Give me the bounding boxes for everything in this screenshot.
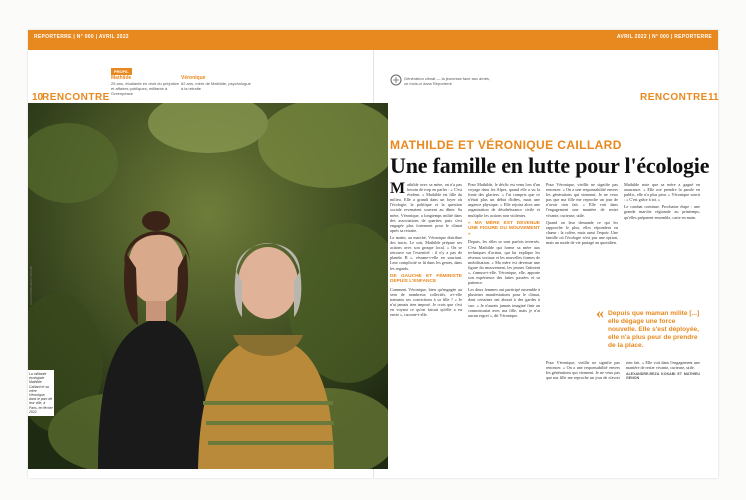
col1-paragraph-1: athilde avec sa mère, on n'a pas besoin de trop en parler : « C'est évident. » Mathilde est fille du milieu. Elle a grandi dans un foyer où l'écologie, la politique et la question sociale revenaient souvent au dîner. Sa mère, Véronique, a longtemps milité dans des associations de quartier, puis s'est engagée plus fortement pour le climat après sa retraite. bbox=[390, 182, 462, 233]
col1-paragraph-3: Comment Véronique, bien qu'engagée au sein de nombreux collectifs, a-t-elle transmis ses convictions à sa fille ? « Je n'ai jamais rien imposé. Je crois que c'est en voyant ce qu'on faisait qu'elle a eu envie », raconte-t-elle. bbox=[390, 286, 462, 318]
article-column-3 bbox=[546, 182, 618, 302]
pull-quote: Depuis que maman milite [...] elle dégage une force nouvelle. Elle s'est déployée, elle n'a plus peur de prendre de la place. bbox=[608, 310, 700, 349]
header-bar bbox=[28, 30, 718, 50]
profile-mathilde bbox=[111, 76, 181, 96]
article-column-bottom bbox=[546, 360, 700, 470]
col1-subheading: DE GAUCHE ET FÉMINISTE DEPUIS L'ENFANCE bbox=[390, 273, 462, 285]
right-section-title: RENCONTRE bbox=[640, 92, 708, 103]
col2-subheading: « MA MÈRE EST DEVENUE UNE FIGURE DU MOUVEMENT » bbox=[468, 220, 540, 237]
logo-text: Génération climat — la jeunesse face aux aînés, ce mois-ci dans Reporterre bbox=[404, 76, 491, 86]
col3-paragraph-1: Pour Véronique, vieillir ne signifie pas renoncer. « On a une responsabilité envers les générations qui viennent. Je ne veux pas que ma fille me reproche un jour de n'avoir rien fait. » Elle voit dans l'engagement une manière de rester vivante, curieuse, utile. bbox=[546, 182, 618, 218]
header-right-text: AVRIL 2022 | N° 000 | REPORTERRE bbox=[616, 34, 712, 40]
profile-veronique-desc: 62 ans, mère de Mathilde, psychologue à la retraite bbox=[181, 81, 251, 91]
dropcap: M bbox=[390, 182, 406, 197]
reporterre-logo-icon bbox=[390, 74, 402, 86]
profile-mathilde-desc: 25 ans, étudiante en droit du préjudice et affaires publiques, militante à Greenpeace bbox=[111, 81, 180, 96]
col3-paragraph-2: Quand on leur demande ce qui les rapproche le plus, elles répondent en chœur : la colère, mais aussi l'espoir. Une famille où l'écologie n'est pas une option, mais un mode de vie partagé au quotidien. bbox=[546, 219, 618, 246]
portrait-photo bbox=[28, 103, 388, 469]
quote-mark-icon: « bbox=[596, 305, 604, 322]
col2-paragraph-2: Depuis, les rôles se sont parfois inversés. C'est Mathilde qui forme sa mère aux techniques d'action, qui lui explique les réseaux sociaux et les nouvelles formes de mobilisation. « Ma mère est devenue une figure du mouvement, les jeunes l'adorent », s'amuse-t-elle. Véronique, elle, apporte son expérience des luttes passées et sa patience. bbox=[468, 239, 540, 286]
col-bottom-paragraph: Pour Véronique, vieillir ne signifie pas renoncer. « On a une responsabilité envers les générations qui viennent. Je ne veux pas que ma fille me reproche un jour de n'avoir rien fait. » Elle voit dans l'engagement une manière de rester vivante, curieuse, utile. bbox=[546, 360, 700, 381]
article-byline: ALEXANDRE-REZA KOKABI ET MATHIEU GENON bbox=[626, 372, 700, 381]
col4-paragraph-1: Mathilde note que sa mère a gagné en assurance. « Elle ose prendre la parole en public, elle n'a plus peur. » Véronique sourit : « C'est grâce à toi. » bbox=[624, 182, 700, 203]
header-left-text: REPORTERRE | N° 000 | AVRIL 2022 bbox=[34, 34, 129, 40]
article-column-4 bbox=[624, 182, 700, 302]
profile-veronique bbox=[181, 76, 251, 91]
profile-mathilde-name: Mathilde bbox=[111, 75, 132, 81]
right-page-number: 11 bbox=[708, 92, 719, 103]
profil-tag: PROFIL bbox=[111, 68, 132, 75]
col2-paragraph-3: Les deux femmes ont participé ensemble à plusieurs manifestations pour le climat, dont certaines ont abouti à des gardes à vue. « Je n'aurais jamais imaginé finir au commissariat avec ma fille, mais je n'ai aucun regret », dit Véronique. bbox=[468, 287, 540, 318]
article-kicker: MATHILDE ET VÉRONIQUE CAILLARD bbox=[390, 138, 622, 152]
article-column-2 bbox=[468, 182, 540, 470]
col1-paragraph-2: Le matin, au marché, Véronique distribue des tracts. Le soir, Mathilde prépare ses actions avec son groupe local. « On se retrouve sur l'essentiel : il n'y a pas de planète B », résume-t-elle en souriant. Leur complicité se lit dans les gestes, dans les regards. bbox=[390, 234, 462, 271]
article-column-1 bbox=[390, 182, 462, 470]
article-headline: Une famille en lutte pour l'écologie bbox=[390, 153, 710, 178]
magazine-spread bbox=[28, 30, 718, 478]
left-page-number: 10 bbox=[32, 92, 44, 103]
profile-veronique-name: Véronique bbox=[181, 75, 206, 81]
photo-caption: La militante écologiste Mathilde Caillard et sa mère Véronique, dans le parc de leur ville, à Paris, en février 2022. bbox=[28, 370, 54, 416]
col2-paragraph-1: Pour Mathilde, le déclic est venu lors d'un voyage dans les Alpes, quand elle a vu la fonte des glaciers. « J'ai compris que ce n'était plus un débat d'idées, mais une urgence physique. » Elle rejoint alors une organisation de désobéissance civile et multiplie les actions non violentes. bbox=[468, 182, 540, 218]
left-section-title: RENCONTRE bbox=[42, 92, 110, 103]
col4-paragraph-2: Le combat continue. Prochaine étape : une grande marche régionale au printemps, qu'elles préparent ensemble, carte en main. bbox=[624, 204, 700, 220]
photo-credit: ALEXANDRE-REZA KOKABI bbox=[29, 266, 33, 306]
